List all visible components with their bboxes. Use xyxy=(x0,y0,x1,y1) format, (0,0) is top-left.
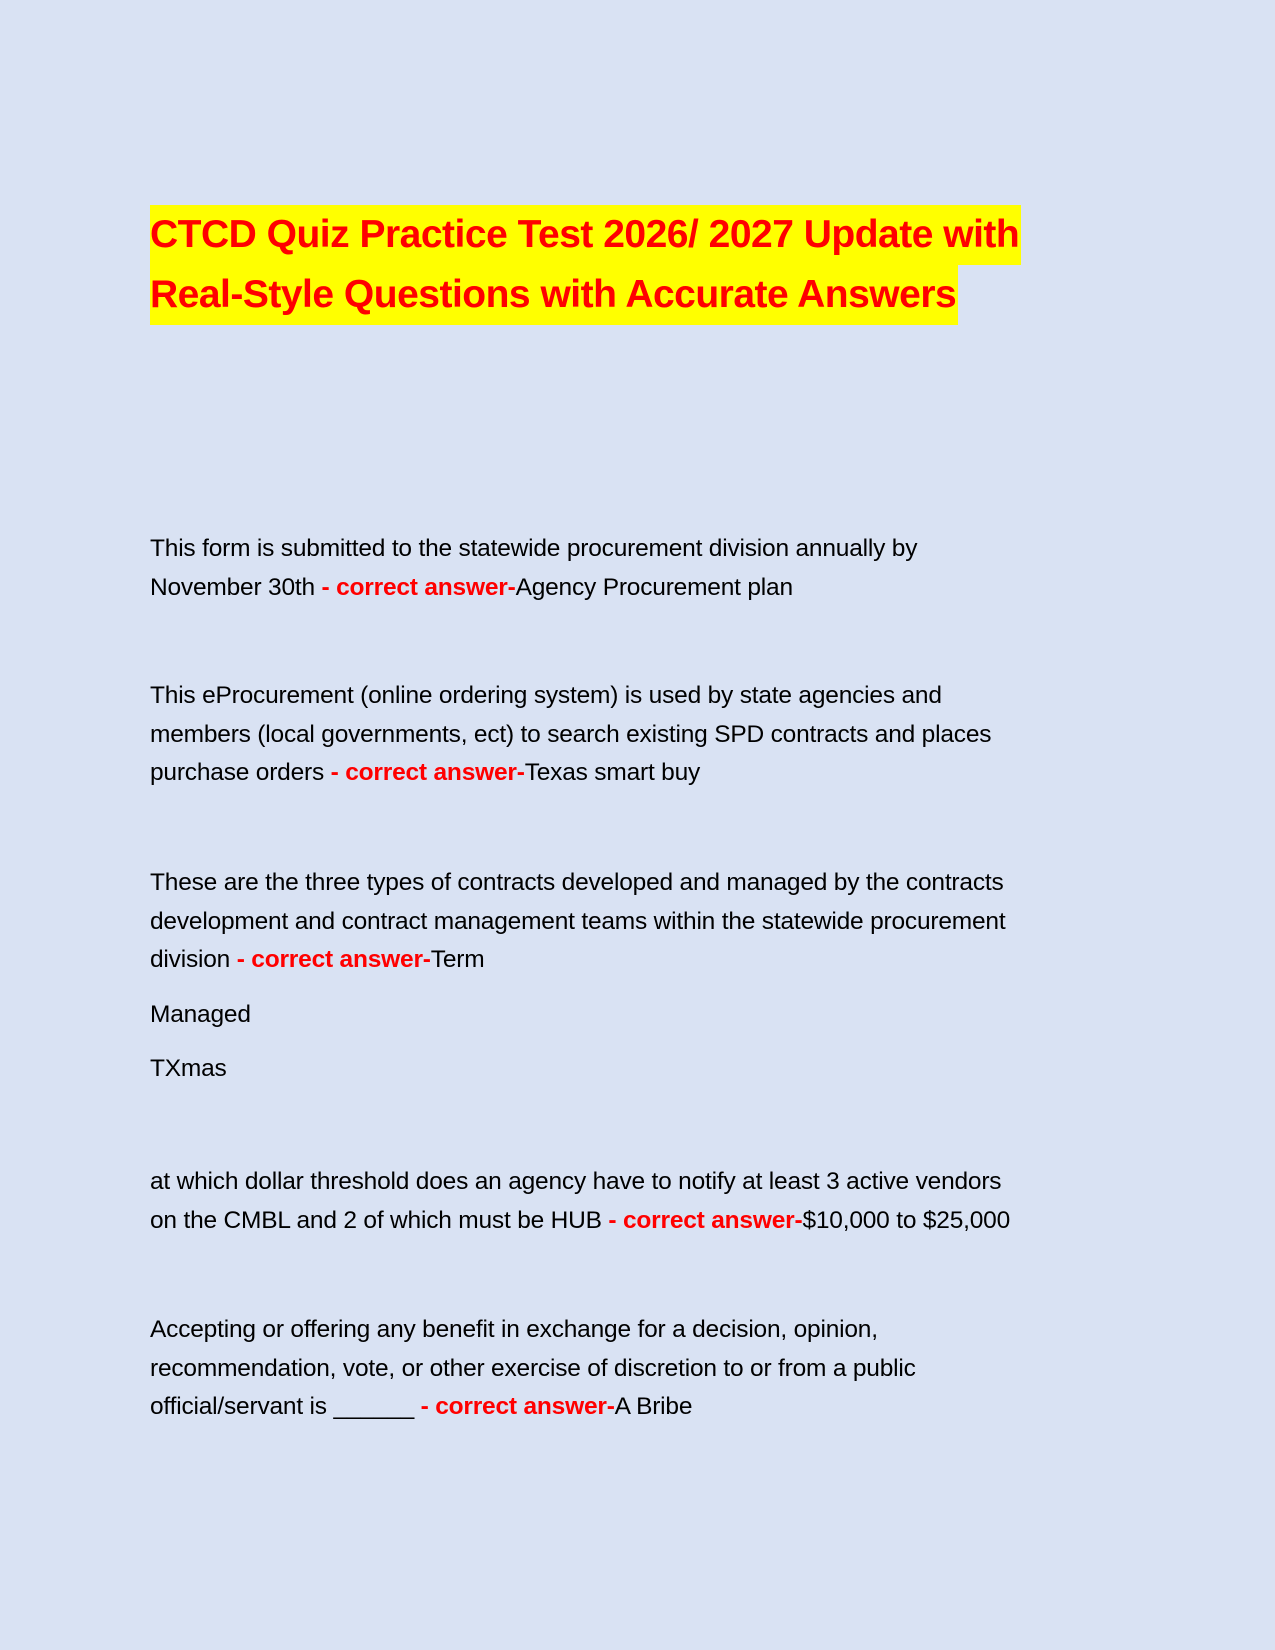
question-text: recommendation, vote, or other exercise of discretion to or from a public xyxy=(150,1354,916,1382)
question-text: This form is submitted to the statewide procurement division annually by xyxy=(150,535,918,562)
question-text: purchase orders xyxy=(150,759,331,786)
answer-text: $10,000 to $25,000 xyxy=(802,1206,1011,1234)
answer-text: Managed xyxy=(150,1000,251,1028)
title-line-1: CTCD Quiz Practice Test 2026/ 2027 Update with xyxy=(150,205,1021,265)
correct-answer-marker: - correct answer- xyxy=(321,573,516,601)
answer-text: Agency Procurement plan xyxy=(515,573,793,601)
question-text: development and contract management teams within the statewide procurement xyxy=(150,907,1006,935)
question-1 xyxy=(150,530,1130,607)
question-text: November 30th xyxy=(150,573,322,601)
question-3 xyxy=(150,864,1130,1089)
answer-text: A Bribe xyxy=(614,1393,693,1420)
question-text: This eProcurement (online ordering system) is used by state agencies and xyxy=(150,682,942,709)
answer-text: Texas smart buy xyxy=(524,759,701,786)
question-text: official/servant is ______ xyxy=(150,1393,421,1420)
title-line-2: Real-Style Questions with Accurate Answers xyxy=(150,265,958,325)
correct-answer-marker: - correct answer- xyxy=(330,759,525,786)
answer-text: Term xyxy=(430,946,485,973)
question-4 xyxy=(150,1163,1130,1240)
question-2 xyxy=(150,677,1130,793)
question-5 xyxy=(150,1311,1130,1427)
document-title xyxy=(150,205,1130,325)
question-text: These are the three types of contracts developed and managed by the contracts xyxy=(150,869,1004,896)
question-text: Accepting or offering any benefit in exchange for a decision, opinion, xyxy=(150,1316,878,1343)
question-text: at which dollar threshold does an agency have to notify at least 3 active vendors xyxy=(150,1168,1002,1195)
correct-answer-marker: - correct answer- xyxy=(420,1393,615,1420)
question-text: on the CMBL and 2 of which must be HUB xyxy=(150,1206,609,1234)
correct-answer-marker: - correct answer- xyxy=(236,946,431,973)
question-text: division xyxy=(150,946,237,973)
question-text: members (local governments, ect) to search existing SPD contracts and places xyxy=(150,720,992,748)
answer-text: TXmas xyxy=(150,1055,227,1082)
correct-answer-marker: - correct answer- xyxy=(608,1206,803,1234)
